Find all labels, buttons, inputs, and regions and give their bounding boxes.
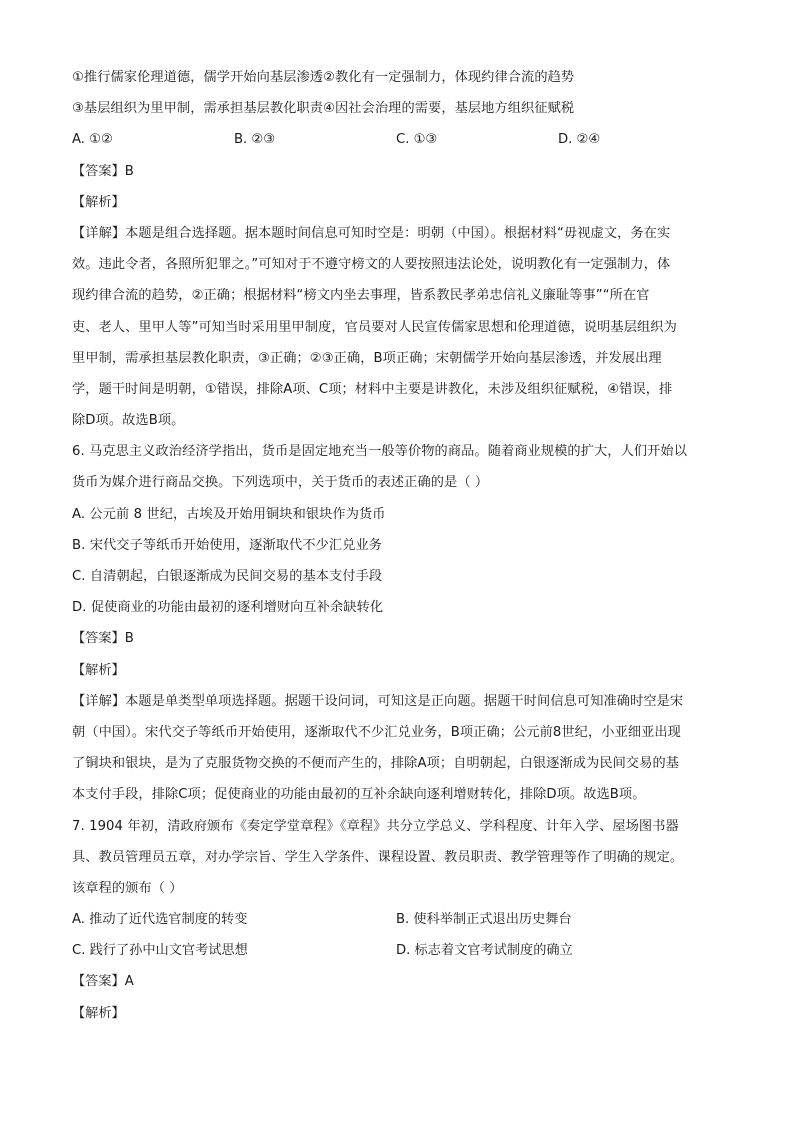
q5-statement-2: ③基层组织为里甲制，需承担基层教化职责④因社会治理的需要，基层地方组织征赋税 [72, 101, 575, 117]
q7-option-c: C. 践行了孙中山文官考试思想 [72, 943, 248, 959]
q5-option-b: B. ②③ [234, 132, 276, 148]
q5-detail-line: 现约律合流的趋势，②正确；根据材料“榜文内坐去事理，皆系教民孝弟忠信礼义廉耻等事”“所在官 [72, 288, 650, 304]
q5-answer: 【答案】B [72, 163, 134, 179]
q6-detail-line: 本支付手段，排除C项；促使商业的功能由最初的互补余缺向逐利增财转化，排除D项。故选B项。 [72, 787, 646, 803]
q7-options-row-2 [72, 935, 722, 966]
q5-option-a: A. ①② [72, 132, 113, 148]
q6-analysis: 【解析】 [72, 662, 125, 678]
q6-option-b: B. 宋代交子等纸币开始使用，逐渐取代不少汇兑业务 [72, 537, 383, 553]
q7-option-d: D. 标志着文官考试制度的确立 [396, 943, 573, 959]
q7-option-a: A. 推动了近代选官制度的转变 [72, 912, 248, 928]
q5-options [72, 124, 722, 155]
q7-option-b: B. 使科举制正式退出历史舞台 [396, 912, 572, 928]
q5-detail-line: 【详解】本题是组合选择题。据本题时间信息可知时空是：明朝（中国）。根据材料“毋视虚文，务在实 [72, 225, 671, 241]
q7-stem-line: 具、教员管理员五章，对办学宗旨、学生入学条件、课程设置、教员职责、教学管理等作了明确的规定。 [72, 849, 684, 865]
q6-detail-line: 【详解】本题是单类型单项选择题。据题干设问词，可知这是正向题。据题干时间信息可知准确时空是宋 [72, 693, 684, 709]
q5-detail-line: 除D项。故选B项。 [72, 413, 185, 429]
document-page [72, 62, 722, 1029]
q6-option-d: D. 促使商业的功能由最初的逐利增财向互补余缺转化 [72, 600, 384, 616]
q7-stem-line: 7. 1904 年初，清政府颁布《奏定学堂章程》《章程》共分立学总义、学科程度、计年入学、屋场图书器 [72, 818, 679, 834]
q5-option-d: D. ②④ [558, 132, 601, 148]
q6-stem-line: 货币为媒介进行商品交换。下列选项中，关于货币的表述正确的是（ ） [72, 475, 489, 491]
q5-analysis: 【解析】 [72, 194, 125, 210]
q6-answer: 【答案】B [72, 631, 134, 647]
q5-detail-line: 里甲制，需承担基层教化职责，③正确；②③正确，B项正确；宋朝儒学开始向基层渗透，并发展出理 [72, 350, 662, 366]
q7-stem-line: 该章程的颁布（ ） [72, 880, 183, 896]
q5-option-c: C. ①③ [396, 132, 438, 148]
q6-option-c: C. 自清朝起，白银逐渐成为民间交易的基本支付手段 [72, 569, 383, 584]
q5-detail-line: 吏、老人、里甲人等”可知当时采用里甲制度，官员要对人民宣传儒家思想和伦理道德，说明基层组织为 [72, 319, 677, 335]
q5-detail-line: 学，题干时间是明朝，①错误，排除A项、C项；材料中主要是讲教化，未涉及组织征赋税，④错误，排 [72, 381, 673, 397]
q6-stem-line: 6. 马克思主义政治经济学指出，货币是固定地充当一般等价物的商品。随着商业规模的扩大，人们开始以 [72, 444, 688, 460]
q6-detail-line: 了铜块和银块，是为了克服货物交换的不便而产生的，排除A项；自明朝起，白银逐渐成为民间交易的基 [72, 756, 680, 772]
q7-options-row-1 [72, 904, 722, 935]
q6-detail-line: 朝（中国）。宋代交子等纸币开始使用，逐渐取代不少汇兑业务，B项正确；公元前8世纪，小亚细亚出现 [72, 724, 681, 740]
q6-option-a: A. 公元前 8 世纪，古埃及开始用铜块和银块作为货币 [72, 506, 386, 522]
q5-detail-line: 效。违此令者，各照所犯罪之。”可知对于不遵守榜文的人要按照违法论处，说明教化有一定强制力，体 [72, 257, 671, 273]
q7-answer: 【答案】A [72, 974, 134, 990]
q5-statement-1: ①推行儒家伦理道德，儒学开始向基层渗透②教化有一定强制力，体现约律合流的趋势 [72, 70, 575, 85]
q7-analysis: 【解析】 [72, 1005, 125, 1021]
